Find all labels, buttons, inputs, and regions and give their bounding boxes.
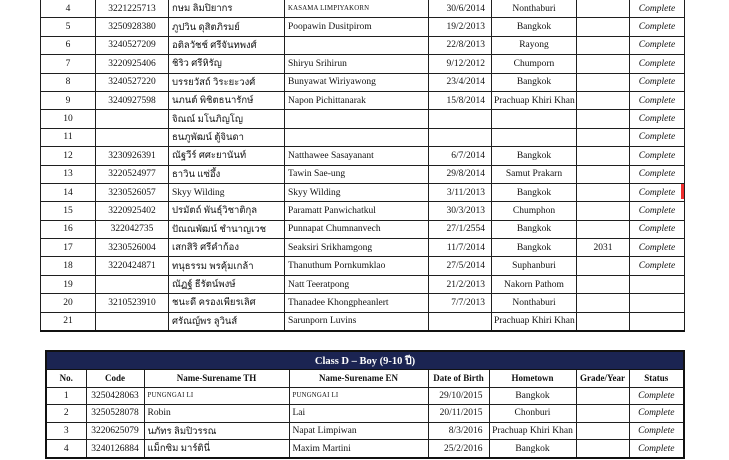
- cell-no: 15: [41, 202, 96, 220]
- table-row: [46, 387, 684, 405]
- cell-status: Complete: [630, 239, 685, 257]
- table-row: [46, 422, 684, 440]
- table-row: [46, 440, 684, 458]
- cell-name-th: ธนภูพัฒน์ ตู้จินดา: [169, 128, 285, 146]
- cell-name-en: Punnapat Chumnanvech: [285, 220, 429, 238]
- cell-date-of-birth: [429, 128, 492, 146]
- cell-date-of-birth: 25/2/2016: [428, 440, 489, 458]
- cell-hometown: Nonthaburi: [492, 294, 577, 312]
- cell-hometown: Bangkok: [492, 73, 577, 91]
- cell-name-th: นภนต์ พิชิตธนารักษ์: [169, 91, 285, 109]
- cell-date-of-birth: 6/7/2014: [429, 147, 492, 165]
- cell-hometown: Bangkok: [492, 183, 577, 201]
- cell-grade-year: [577, 73, 630, 91]
- cell-name-en: Lai: [289, 405, 428, 423]
- cell-date-of-birth: 11/7/2014: [429, 239, 492, 257]
- cell-name-th: เสกสิริ ศรีคำก้อง: [169, 239, 285, 257]
- cell-name-en: Maxim Martini: [289, 440, 428, 458]
- cell-name-th: ณัฏฐ์ ธีรัตน์พงษ์: [169, 275, 285, 293]
- cell-name-en: KASAMA LIMPIYAKORN: [285, 0, 429, 18]
- cell-hometown: Nakorn Pathom: [492, 275, 577, 293]
- cell-grade-year: [577, 91, 630, 109]
- cell-name-th: ศรัณญ์พร ลูวินส์: [169, 312, 285, 331]
- cell-code: 3220424871: [96, 257, 169, 275]
- cell-grade-year: [577, 18, 630, 36]
- cell-hometown: [492, 110, 577, 128]
- cell-status: Complete: [630, 73, 685, 91]
- cell-name-th: แม็กซิม มาร์ตินี่: [144, 440, 289, 458]
- cell-hometown: Nonthaburi: [492, 0, 577, 18]
- cell-no: 20: [41, 294, 96, 312]
- cell-hometown: Bangkok: [489, 440, 576, 458]
- table-row: [41, 239, 685, 257]
- cell-grade-year: [577, 220, 630, 238]
- class-d-boy-table-body: [46, 351, 684, 458]
- table-row: [41, 257, 685, 275]
- cell-no: 17: [41, 239, 96, 257]
- cell-hometown: Bangkok: [492, 239, 577, 257]
- cell-status: Complete: [629, 422, 684, 440]
- cell-date-of-birth: 20/11/2015: [428, 405, 489, 423]
- cell-no: 4: [46, 440, 86, 458]
- cell-status: Complete: [630, 202, 685, 220]
- table-row: [41, 36, 685, 54]
- table-header-row: [46, 370, 684, 388]
- cell-grade-year: [576, 387, 629, 405]
- cell-hometown: Bangkok: [492, 18, 577, 36]
- table-row: [41, 73, 685, 91]
- cell-hometown: Suphanburi: [492, 257, 577, 275]
- cell-hometown: Bangkok: [489, 387, 576, 405]
- cell-no: 7: [41, 55, 96, 73]
- table-row: [41, 91, 685, 109]
- cell-name-en: [285, 36, 429, 54]
- cell-name-en: Bunyawat Wiriyawong: [285, 73, 429, 91]
- cell-date-of-birth: 9/12/2012: [429, 55, 492, 73]
- cell-name-th: นภัทร ลิมปิวรรณ: [144, 422, 289, 440]
- cell-name-en: Tawin Sae-ung: [285, 165, 429, 183]
- cell-grade-year: [577, 128, 630, 146]
- cell-hometown: [492, 128, 577, 146]
- cell-name-th: Skyy Wilding: [169, 183, 285, 201]
- cell-name-en: Natt Teeratpong: [285, 275, 429, 293]
- cell-grade-year: [577, 0, 630, 18]
- cell-hometown: Prachuap Khiri Khan: [489, 422, 576, 440]
- cell-code: [96, 275, 169, 293]
- cell-status: Complete: [630, 91, 685, 109]
- cell-grade-year: [576, 405, 629, 423]
- cell-no: 12: [41, 147, 96, 165]
- header-hometown: Hometown: [489, 370, 576, 388]
- cell-status: Complete: [630, 0, 685, 18]
- cell-grade-year: [576, 422, 629, 440]
- cell-name-th: ชิริว ศรีหิรัญ: [169, 55, 285, 73]
- cell-code: 3240527220: [96, 73, 169, 91]
- cell-no: 8: [41, 73, 96, 91]
- cell-name-en: Skyy Wilding: [285, 183, 429, 201]
- cell-no: 13: [41, 165, 96, 183]
- cell-status: Complete: [630, 183, 685, 201]
- cell-no: 11: [41, 128, 96, 146]
- table-row: [41, 275, 685, 293]
- cell-date-of-birth: 8/3/2016: [428, 422, 489, 440]
- cell-name-en: Sarunporn Luvins: [285, 312, 429, 331]
- cell-no: 6: [41, 36, 96, 54]
- cell-status: Complete: [630, 55, 685, 73]
- cell-name-th: PUNGNGAI LI: [144, 387, 289, 405]
- table-row: [46, 405, 684, 423]
- cell-code: 322042735: [96, 220, 169, 238]
- cell-date-of-birth: 27/5/2014: [429, 257, 492, 275]
- cell-name-th: Robin: [144, 405, 289, 423]
- cell-grade-year: [577, 257, 630, 275]
- cell-grade-year: [577, 312, 630, 331]
- cell-hometown: Bangkok: [492, 147, 577, 165]
- cell-date-of-birth: 27/1/2554: [429, 220, 492, 238]
- cell-status: [630, 294, 685, 312]
- cell-status: Complete: [630, 128, 685, 146]
- table-row: [41, 165, 685, 183]
- roster-table-top-body: [41, 0, 685, 331]
- cell-code: 3250428063: [86, 387, 144, 405]
- cell-name-th: บรรยวัสถ์ วิระยะวงศ์: [169, 73, 285, 91]
- cell-name-en: PUNGNGAI LI: [289, 387, 428, 405]
- cell-name-en: Natthawee Sasayanant: [285, 147, 429, 165]
- cell-name-th: กษม ลิมปิยากร: [169, 0, 285, 18]
- cell-code: 3210523910: [96, 294, 169, 312]
- header-code: Code: [86, 370, 144, 388]
- cell-name-en: [285, 110, 429, 128]
- cell-name-en: Napon Pichittanarak: [285, 91, 429, 109]
- cell-date-of-birth: 30/3/2013: [429, 202, 492, 220]
- cell-date-of-birth: 19/2/2013: [429, 18, 492, 36]
- table-row: [41, 312, 685, 331]
- header-grade: Grade/Year: [576, 370, 629, 388]
- cell-date-of-birth: 22/8/2013: [429, 36, 492, 54]
- cell-name-th: อติลวัชช์ ศรีจันทพงศ์: [169, 36, 285, 54]
- cell-grade-year: [577, 294, 630, 312]
- table-row: [41, 294, 685, 312]
- cell-date-of-birth: 29/8/2014: [429, 165, 492, 183]
- table-title-row: [46, 351, 684, 370]
- table-row: [41, 220, 685, 238]
- cell-name-en: Shiryu Srihirun: [285, 55, 429, 73]
- cell-status: Complete: [630, 257, 685, 275]
- cell-code: 3240527209: [96, 36, 169, 54]
- cell-hometown: Chumporn: [492, 55, 577, 73]
- class-title: Class D – Boy (9-10 ปี): [46, 351, 684, 370]
- table-row: [41, 128, 685, 146]
- cell-code: [96, 312, 169, 331]
- cell-name-th: ทนุธรรม พรคุ้มเกล้า: [169, 257, 285, 275]
- cell-code: 3250528078: [86, 405, 144, 423]
- cell-code: 3230526004: [96, 239, 169, 257]
- cell-name-en: Thanadee Khongpheanlert: [285, 294, 429, 312]
- cell-hometown: Bangkok: [492, 220, 577, 238]
- cell-date-of-birth: 7/7/2013: [429, 294, 492, 312]
- cell-code: 3220925402: [96, 202, 169, 220]
- cell-name-th: ปรมัตถ์ พันธุ์วิชาติกุล: [169, 202, 285, 220]
- table-row: [41, 0, 685, 18]
- cell-no: 3: [46, 422, 86, 440]
- cell-name-th: ปัณณพัฒน์ ชำนาญเวช: [169, 220, 285, 238]
- cell-date-of-birth: 23/4/2014: [429, 73, 492, 91]
- cell-no: 9: [41, 91, 96, 109]
- cell-name-en: [285, 128, 429, 146]
- cell-status: [630, 312, 685, 331]
- cell-no: 4: [41, 0, 96, 18]
- table-row: [41, 147, 685, 165]
- cell-code: 3220925406: [96, 55, 169, 73]
- cell-grade-year: [577, 147, 630, 165]
- header-name-th: Name-Surename TH: [144, 370, 289, 388]
- cell-name-en: Napat Limpiwan: [289, 422, 428, 440]
- cell-name-th: ภูปวิน ดุสิตภิรมย์: [169, 18, 285, 36]
- cell-hometown: Chonburi: [489, 405, 576, 423]
- cell-code: [96, 128, 169, 146]
- cell-code: 3240927598: [96, 91, 169, 109]
- cell-status: Complete: [629, 440, 684, 458]
- cell-no: 21: [41, 312, 96, 331]
- cell-grade-year: [577, 202, 630, 220]
- cell-status: Complete: [630, 147, 685, 165]
- cell-name-th: ณัฐวีร์ ศศะยานันท์: [169, 147, 285, 165]
- cell-date-of-birth: 21/2/2013: [429, 275, 492, 293]
- header-dob: Date of Birth: [428, 370, 489, 388]
- cell-status: Complete: [629, 405, 684, 423]
- cell-hometown: Prachuap Khiri Khan: [492, 312, 577, 331]
- cell-grade-year: [577, 55, 630, 73]
- cell-status: Complete: [630, 220, 685, 238]
- table-row: [41, 110, 685, 128]
- cell-no: 1: [46, 387, 86, 405]
- cell-no: 5: [41, 18, 96, 36]
- class-d-boy-table: [45, 350, 685, 459]
- cell-status: Complete: [629, 387, 684, 405]
- cell-grade-year: 2031: [577, 239, 630, 257]
- cell-no: 2: [46, 405, 86, 423]
- cell-date-of-birth: [429, 312, 492, 331]
- cell-date-of-birth: 29/10/2015: [428, 387, 489, 405]
- cell-name-th: ชนะดี ครองเพียรเลิศ: [169, 294, 285, 312]
- cell-code: 3220625079: [86, 422, 144, 440]
- cell-date-of-birth: 3/11/2013: [429, 183, 492, 201]
- table-row: [41, 202, 685, 220]
- cell-name-en: Paramatt Panwichatkul: [285, 202, 429, 220]
- cell-name-en: Seaksiri Srikhamgong: [285, 239, 429, 257]
- cell-code: 3250928380: [96, 18, 169, 36]
- cell-no: 18: [41, 257, 96, 275]
- cell-code: 3230526057: [96, 183, 169, 201]
- cell-name-en: Poopawin Dusitpirom: [285, 18, 429, 36]
- cell-no: 10: [41, 110, 96, 128]
- cell-code: 3230926391: [96, 147, 169, 165]
- cell-grade-year: [577, 165, 630, 183]
- cell-hometown: Samut Prakarn: [492, 165, 577, 183]
- cell-status: Complete: [630, 18, 685, 36]
- cell-name-th: จิณณ์ มโนภิญโญ: [169, 110, 285, 128]
- cell-code: 3240126884: [86, 440, 144, 458]
- cell-hometown: Chumphon: [492, 202, 577, 220]
- table-row: [41, 55, 685, 73]
- table-row: [41, 183, 685, 201]
- cell-no: 16: [41, 220, 96, 238]
- cell-date-of-birth: 15/8/2014: [429, 91, 492, 109]
- cell-status: [630, 275, 685, 293]
- header-no: No.: [46, 370, 86, 388]
- cell-name-en: Thanuthum Pornkumklao: [285, 257, 429, 275]
- cell-no: 19: [41, 275, 96, 293]
- cell-name-th: ธาวิน แซ่อึ้ง: [169, 165, 285, 183]
- cell-date-of-birth: [429, 110, 492, 128]
- cell-code: [96, 110, 169, 128]
- cell-hometown: Rayong: [492, 36, 577, 54]
- roster-table-top: [40, 0, 685, 332]
- cell-grade-year: [577, 36, 630, 54]
- cell-status: Complete: [630, 36, 685, 54]
- cell-grade-year: [577, 275, 630, 293]
- red-annotation-marker: [681, 184, 684, 199]
- cell-code: 3220524977: [96, 165, 169, 183]
- cell-no: 14: [41, 183, 96, 201]
- cell-status: Complete: [630, 165, 685, 183]
- header-name-en: Name-Surename EN: [289, 370, 428, 388]
- cell-hometown: Prachuap Khiri Khan: [492, 91, 577, 109]
- table-row: [41, 18, 685, 36]
- cell-date-of-birth: 30/6/2014: [429, 0, 492, 18]
- cell-grade-year: [577, 183, 630, 201]
- cell-grade-year: [576, 440, 629, 458]
- cell-code: 3221225713: [96, 0, 169, 18]
- cell-status: Complete: [630, 110, 685, 128]
- header-status: Status: [629, 370, 684, 388]
- cell-grade-year: [577, 110, 630, 128]
